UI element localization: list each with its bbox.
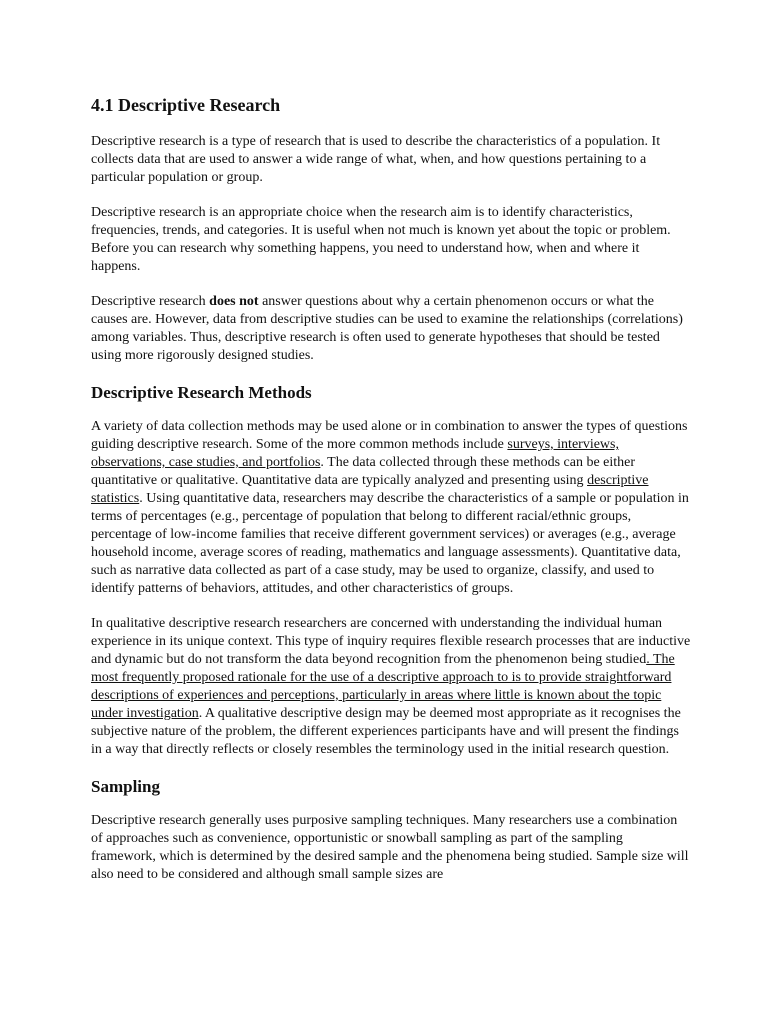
methods-list-link[interactable]: surveys, interviews, observations, case studies, and portfolios [91, 437, 619, 470]
paragraph-sampling: Descriptive research generally uses purposive sampling techniques. Many researchers use a combination of approaches such as convenience, opportunistic or snowball sampling as part of the sampling framework, which is determined by the desired sample and the phenomena being studied. Sample size will also need to be considered and although small sample sizes are [91, 813, 689, 882]
methods-text-3: . Using quantitative data, researchers may describe the characteristics of a sample or population in terms of percentages (e.g., percentage of population that belong to different racial/ethnic groups, percentage of low-income families that receive different government services) or averages (e.g., average household income, average scores of reading, mathematics and language assessments). Quantitative data, such as narrative data collected as part of a case study, may be used to organize, classify, and used to identify patterns of behaviors, attitudes, and other characteristics of groups. [91, 491, 689, 596]
methods-text-1: A variety of data collection methods may be used alone or in combination to answer the types of questions guiding descriptive research. Some of the more common methods include [91, 419, 688, 452]
paragraph-when-to-use: Descriptive research is an appropriate choice when the research aim is to identify characteristics, frequencies, trends, and categories. It is useful when not much is known yet about the topic or problem. Before you can research why something happens, you need to understand how, when and where it happens. [91, 205, 671, 274]
descriptive-statistics-link[interactable]: descriptive statistics [91, 473, 649, 506]
paragraph-qualitative [91, 615, 691, 759]
qualitative-text-1: In qualitative descriptive research researchers are concerned with understanding the individual human experience in its unique context. This type of inquiry requires flexible research processes that are inductive and dynamic but do not transform the data beyond recognition from the phenomenon being studied [91, 616, 691, 667]
limitations-text-start: Descriptive research [91, 294, 210, 309]
methods-text-2: . The data collected through these methods can be either quantitative or qualitative. Quantitative data are typically analyzed and presenting using [91, 455, 636, 488]
document-page [91, 94, 691, 901]
qualitative-text-2: . A qualitative descriptive design may be deemed most appropriate as it recognises the subjective nature of the problem, the different experiences participants have and will present the findings in a way that directly reflects or closely resembles the terminology used in the initial research question. [91, 706, 681, 757]
methods-heading: Descriptive Research Methods [91, 383, 312, 402]
qualitative-underlined-passage: . The most frequently proposed rationale for the use of a descriptive approach to is to provide straightforward descriptions of experiences and perceptions, particularly in areas where little is known about the topic under investigation [91, 652, 675, 721]
limitations-text-end: answer questions about why a certain phenomenon occurs or what the causes are. However, data from descriptive studies can be used to examine the relationships (correlations) among variables. Thus, descriptive research is often used to generate hypotheses that should be tested using more rigorously designed studies. [91, 294, 683, 363]
sampling-heading: Sampling [91, 777, 160, 796]
paragraph-definition: Descriptive research is a type of research that is used to describe the characteristics of a population. It collects data that are used to answer a wide range of what, when, and how questions pertaining to a particular population or group. [91, 134, 661, 185]
section-title: 4.1 Descriptive Research [91, 95, 281, 115]
paragraph-methods [91, 418, 691, 598]
paragraph-limitations [91, 293, 691, 365]
does-not-emphasis: does not [209, 294, 259, 309]
